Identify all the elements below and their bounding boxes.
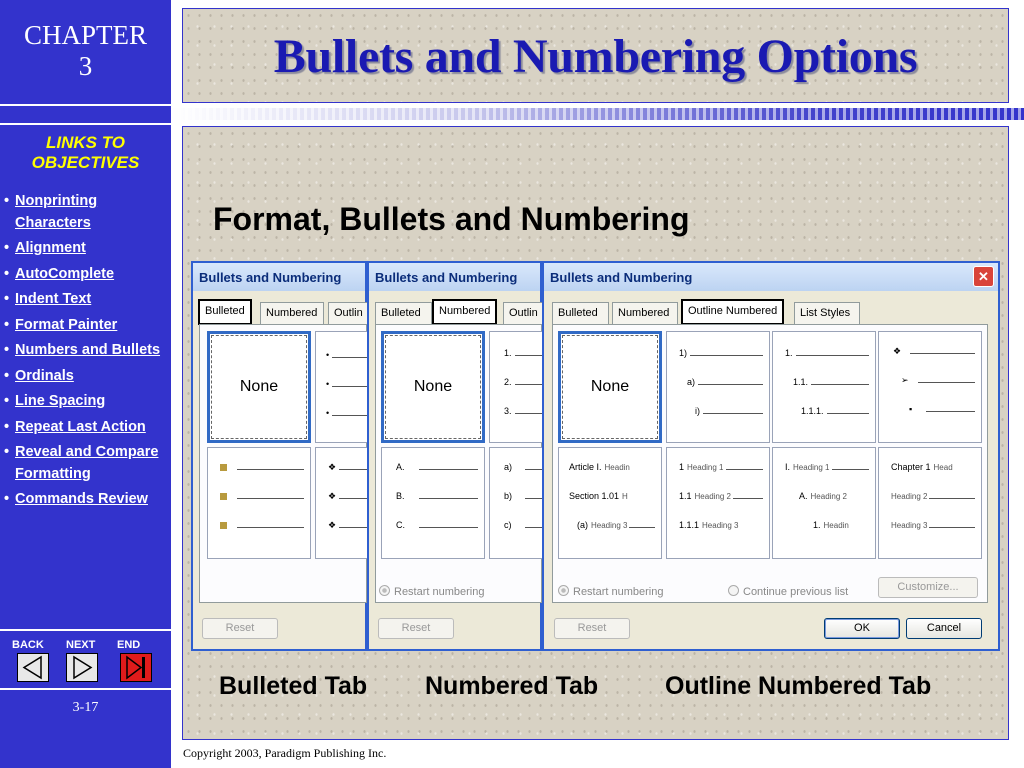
nav-labels — [0, 639, 171, 653]
list-number: 1. — [504, 348, 512, 358]
list-item — [4, 442, 170, 485]
divider — [0, 688, 171, 690]
outline-numbered-dialog — [542, 261, 1000, 651]
dialog-titlebar — [542, 261, 1000, 291]
arrow-right-icon — [67, 654, 97, 681]
list-item — [785, 460, 869, 474]
dialog-title: Bullets and Numbering — [550, 270, 693, 285]
tab-label: Outlin — [509, 307, 538, 319]
reset-button[interactable]: Reset — [202, 618, 278, 639]
link-format-painter[interactable]: Format Painter — [15, 316, 118, 333]
sidebar — [0, 0, 171, 768]
back-label: BACK — [12, 639, 44, 651]
heading-text: Heading 3 — [702, 520, 739, 530]
list-number: 1.1 — [679, 491, 692, 501]
radio-icon — [728, 585, 739, 596]
list-item — [813, 518, 869, 532]
bullet-icon: • — [4, 240, 10, 256]
list-item — [4, 191, 170, 234]
tab-label: Numbered — [618, 307, 670, 319]
list-item — [4, 289, 170, 311]
tab-label: List Styles — [800, 307, 851, 319]
list-number: 1. — [813, 520, 821, 530]
dialog-title: Bullets and Numbering — [199, 270, 342, 285]
list-item — [4, 489, 170, 511]
tab-bulleted[interactable] — [199, 300, 251, 324]
list-item — [4, 340, 170, 362]
diamond-bullet-icon: ❖ — [328, 490, 337, 501]
square-bullet-icon — [220, 493, 227, 500]
heading-text: Headin — [823, 520, 849, 530]
list-number: 1) — [679, 348, 688, 358]
outline-style-none[interactable] — [558, 331, 662, 443]
caption-bulleted-tab: Bulleted Tab — [219, 672, 368, 700]
bullet-icon: • — [4, 444, 10, 460]
list-item — [396, 489, 478, 503]
outline-style-article[interactable] — [558, 447, 662, 559]
list-item — [328, 518, 367, 532]
numbered-dialog — [367, 261, 542, 651]
continue-previous-option[interactable] — [728, 585, 848, 598]
heading-text: Heading 3 — [891, 520, 928, 530]
customize-button[interactable]: Customize... — [878, 577, 978, 598]
link-line-spacing[interactable]: Line Spacing — [15, 393, 106, 409]
list-number: A. — [396, 462, 405, 472]
list-item — [577, 518, 655, 532]
cancel-button[interactable]: Cancel — [906, 618, 982, 639]
caption-numbered-tab: Numbered Tab — [425, 672, 599, 700]
bullet-icon: • — [4, 193, 10, 209]
square-bullet-icon — [220, 522, 227, 529]
list-item — [396, 460, 478, 474]
list-item — [785, 346, 869, 360]
copyright-footer: Copyright 2003, Paradigm Publishing Inc. — [183, 746, 387, 760]
list-item — [4, 238, 170, 260]
restart-numbering-option[interactable] — [379, 585, 485, 598]
divider — [0, 104, 171, 106]
next-label: NEXT — [66, 639, 96, 651]
list-item — [891, 489, 975, 503]
end-label: END — [117, 639, 141, 651]
link-indent-text[interactable]: Indent Text — [15, 291, 92, 307]
outline-style-chapter[interactable] — [878, 447, 982, 559]
list-item — [4, 417, 170, 439]
tab-list-styles[interactable] — [794, 302, 860, 324]
tab-numbered[interactable] — [612, 302, 678, 324]
reset-button[interactable]: Reset — [554, 618, 630, 639]
bullet-icon: • — [326, 350, 330, 360]
list-number: Chapter 1 — [891, 462, 931, 472]
list-number: Section 1.01 — [569, 491, 620, 501]
list-item — [220, 489, 304, 503]
list-item — [4, 315, 170, 337]
heading-text: Heading 2 — [694, 491, 731, 501]
links-title-text: LINKS TO OBJECTIVES — [31, 133, 140, 172]
dialog-title: Bullets and Numbering — [375, 270, 518, 285]
outline-style-1a[interactable] — [666, 331, 770, 443]
radio-icon — [558, 585, 569, 596]
tab-label: Outline Numbered — [688, 305, 778, 317]
list-number: a) — [504, 462, 513, 472]
list-item — [504, 460, 542, 474]
heading-text: Heading 3 — [591, 520, 628, 530]
divider — [0, 629, 171, 631]
list-item — [220, 518, 304, 532]
list-item — [793, 375, 869, 389]
page-number: 3-17 — [72, 700, 99, 715]
bullet-icon: • — [4, 367, 10, 384]
list-number: C. — [396, 520, 405, 530]
continue-previous-label: Continue previous list — [743, 586, 849, 598]
close-button[interactable]: ✕ — [973, 266, 994, 287]
page-title: Bullets and Numbering Options — [273, 30, 918, 83]
list-item — [801, 404, 869, 418]
restart-numbering-option[interactable] — [558, 585, 664, 598]
chapter-number: 3 — [78, 51, 93, 81]
tab-label: Numbered — [266, 307, 318, 319]
none-label: None — [413, 378, 453, 395]
diamond-bullet-icon: ❖ — [893, 345, 902, 356]
list-item — [679, 460, 763, 474]
restart-numbering-label: Restart numbering — [394, 586, 485, 598]
tab-bulleted[interactable] — [552, 302, 609, 324]
number-style-1[interactable] — [489, 331, 542, 443]
bullet-icon: • — [4, 265, 10, 282]
end-button[interactable] — [120, 653, 152, 682]
tab-outline-numbered[interactable] — [503, 302, 542, 324]
caption-outline-numbered-tab: Outline Numbered Tab — [665, 672, 932, 700]
none-label: None — [590, 378, 630, 395]
number-style-A[interactable] — [381, 447, 485, 559]
list-item — [326, 348, 367, 362]
link-reveal-and-compare[interactable]: Reveal and Compare Formatting — [15, 444, 159, 482]
list-number: i) — [695, 406, 700, 416]
none-label: None — [239, 378, 279, 395]
objectives-links — [4, 191, 170, 515]
bullet-icon: • — [4, 291, 10, 307]
list-number: Article I. — [569, 462, 602, 472]
outline-style-1-1-1[interactable] — [772, 331, 876, 443]
list-item — [504, 375, 542, 389]
diamond-bullet-icon: ❖ — [328, 519, 337, 530]
tab-label: Numbered — [439, 305, 491, 317]
list-item — [687, 375, 763, 389]
outline-style-bullets[interactable] — [878, 331, 982, 443]
list-item — [679, 346, 763, 360]
square-bullet-icon — [220, 464, 227, 471]
list-item — [909, 402, 975, 416]
list-item — [220, 460, 304, 474]
list-number: I. — [785, 462, 791, 472]
list-item — [328, 460, 367, 474]
tab-numbered[interactable] — [260, 302, 324, 324]
tab-outline-numbered[interactable] — [682, 300, 783, 324]
number-style-none[interactable] — [381, 331, 485, 443]
list-item — [891, 460, 975, 474]
list-number: 1 — [679, 462, 685, 472]
list-number: (a) — [577, 520, 588, 530]
list-item — [326, 406, 367, 420]
list-item — [4, 366, 170, 388]
end-arrow-icon — [121, 654, 151, 681]
list-number: 1.1. — [793, 377, 809, 387]
gradient-bar — [171, 108, 1024, 120]
list-number: 3. — [504, 406, 512, 416]
list-item — [679, 518, 763, 532]
tab-numbered[interactable] — [433, 300, 496, 324]
list-number: 1.1.1 — [679, 520, 700, 530]
list-item — [569, 460, 655, 474]
links-title — [0, 133, 171, 173]
link-numbers-and-bullets[interactable]: Numbers and Bullets — [15, 342, 161, 358]
list-item — [504, 346, 542, 360]
bullet-icon: • — [326, 408, 330, 418]
number-style-a[interactable] — [489, 447, 542, 559]
link-alignment[interactable]: Alignment — [15, 240, 86, 256]
dialog-titlebar — [191, 261, 367, 291]
tab-label: Outlin — [334, 307, 363, 319]
heading-text: Headin — [604, 462, 630, 472]
heading-text: Heading 1 — [687, 462, 724, 472]
bullet-style-dot[interactable] — [315, 331, 367, 443]
list-item — [891, 518, 975, 532]
list-number: A. — [799, 491, 808, 501]
bullet-icon: • — [4, 393, 10, 409]
list-item — [4, 391, 170, 413]
list-item — [893, 344, 975, 358]
list-item — [326, 377, 367, 391]
list-number: B. — [396, 491, 405, 501]
next-button[interactable] — [66, 653, 98, 682]
bullet-icon: • — [4, 491, 10, 507]
heading-text: H — [622, 491, 628, 501]
list-item — [504, 489, 542, 503]
bullet-icon: • — [4, 418, 10, 435]
bulleted-dialog — [191, 261, 367, 651]
list-item — [799, 489, 869, 503]
back-button[interactable] — [17, 653, 49, 682]
bullet-style-square[interactable] — [207, 447, 311, 559]
arrow-bullet-icon: ➢ — [901, 374, 909, 385]
list-item — [4, 264, 170, 286]
link-autocomplete[interactable]: AutoComplete — [15, 265, 115, 282]
heading-text: Head — [933, 462, 953, 472]
radio-icon — [379, 585, 390, 596]
heading-text: Heading 2 — [810, 491, 847, 501]
tab-label: Bulleted — [205, 305, 245, 317]
list-number: 1. — [785, 348, 793, 358]
list-number: 1.1.1. — [801, 406, 824, 416]
tab-bulleted[interactable] — [375, 302, 432, 324]
list-item — [569, 489, 655, 503]
list-item — [328, 489, 367, 503]
list-number: 2. — [504, 377, 512, 387]
link-ordinals[interactable]: Ordinals — [15, 367, 74, 384]
divider — [0, 123, 171, 125]
square-bullet-icon: ▪ — [909, 404, 913, 414]
list-item — [901, 373, 975, 387]
heading-text: Heading 2 — [891, 491, 928, 501]
bullet-style-diamond[interactable] — [315, 447, 367, 559]
reset-button[interactable]: Reset — [378, 618, 454, 639]
slide-subtitle: Format, Bullets and Numbering — [213, 201, 690, 237]
diamond-bullet-icon: ❖ — [328, 461, 337, 472]
tab-label: Bulleted — [381, 307, 421, 319]
bullet-style-none[interactable] — [207, 331, 311, 443]
ok-button[interactable]: OK — [824, 618, 900, 639]
list-number: c) — [504, 520, 512, 530]
tab-outline-numbered[interactable] — [328, 302, 367, 324]
list-item — [504, 404, 542, 418]
bullet-icon: • — [4, 316, 10, 333]
bullet-icon: • — [326, 379, 330, 389]
dialog-screenshots — [191, 261, 1000, 651]
arrow-left-icon — [18, 654, 48, 681]
tab-label: Bulleted — [558, 307, 598, 319]
list-number: b) — [504, 491, 513, 501]
list-number: a) — [687, 377, 696, 387]
outline-style-roman[interactable] — [772, 447, 876, 559]
link-repeat-last-action[interactable]: Repeat Last Action — [15, 418, 146, 435]
bullet-icon: • — [4, 342, 10, 358]
title-box — [182, 8, 1009, 103]
dialog-titlebar — [367, 261, 542, 291]
list-item — [504, 518, 542, 532]
list-item — [695, 404, 763, 418]
list-item — [396, 518, 478, 532]
heading-text: Heading 1 — [793, 462, 830, 472]
link-commands-review[interactable]: Commands Review — [15, 491, 148, 507]
chapter-heading — [0, 0, 171, 104]
chapter-label: CHAPTER — [23, 20, 148, 50]
restart-numbering-label: Restart numbering — [573, 586, 664, 598]
link-nonprinting-characters[interactable]: Nonprinting Characters — [15, 193, 98, 231]
outline-style-legal[interactable] — [666, 447, 770, 559]
list-item — [679, 489, 763, 503]
